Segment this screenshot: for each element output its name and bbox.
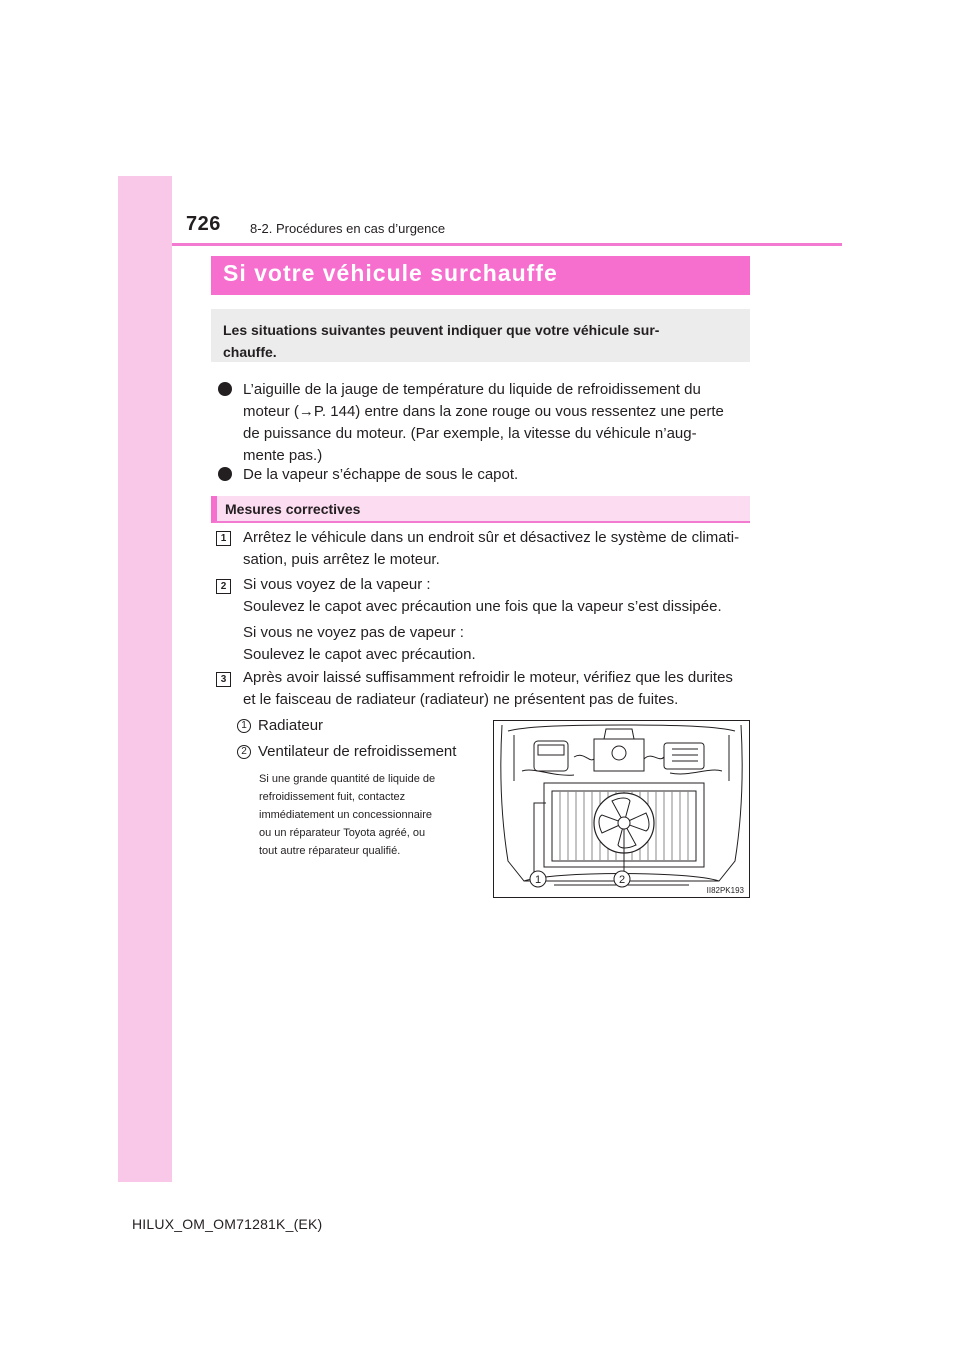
leak-note (259, 770, 478, 860)
step-number-badge: 2 (216, 579, 231, 594)
step-text (243, 527, 746, 571)
bullet-icon (218, 382, 232, 396)
bullet-line: moteur (→P. 144) entre dans la zone rouge ou vous ressentez une perte (243, 403, 724, 420)
figure-callout-1: 1 (534, 874, 542, 886)
figure-code: II82PK193 (706, 886, 744, 895)
list-item (218, 464, 745, 486)
engine-bay-drawing (494, 721, 749, 897)
step-text (243, 667, 746, 711)
corrective-heading: Mesures correctives (211, 496, 750, 523)
step-text (243, 622, 746, 666)
note-line: immédiatement un concessionnaire (259, 809, 433, 821)
chapter-sidebar-tab (118, 176, 172, 1182)
step-line: Soulevez le capot avec précaution une fois que la vapeur s’est dissipée. (243, 598, 722, 615)
bullet-line: de puissance du moteur. (Par exemple, la vitesse du véhicule n’aug- (243, 425, 697, 442)
page-number: 726 (186, 213, 221, 235)
step-line: Si vous ne voyez pas de vapeur : (243, 624, 464, 641)
step-line: et le faisceau de radiateur (radiateur) ne présentent pas de fuites. (243, 691, 679, 708)
note-line: tout autre réparateur qualifié. (259, 845, 401, 857)
item-label-radiator: Radiateur (258, 717, 324, 734)
intro-line: chauffe. (223, 344, 277, 360)
step-number-badge: 1 (216, 531, 231, 546)
figure-callout-2: 2 (618, 874, 626, 886)
callout-number: 1 (237, 719, 251, 733)
callout-number: 2 (237, 745, 251, 759)
step-number-badge: 3 (216, 672, 231, 687)
step-line: Si vous voyez de la vapeur : (243, 576, 431, 593)
step-line: sation, puis arrêtez le moteur. (243, 551, 440, 568)
step-line: Soulevez le capot avec précaution. (243, 646, 476, 663)
engine-bay-illustration (493, 720, 750, 898)
bullet-line: mente pas.) (243, 447, 323, 464)
note-line: Si une grande quantité de liquide de (259, 773, 436, 785)
intro-box (211, 309, 750, 362)
intro-line: Les situations suivantes peuvent indiquer que votre véhicule sur- (223, 322, 660, 338)
step-line: Arrêtez le véhicule dans un endroit sûr et désactivez le système de climati- (243, 529, 740, 546)
step-text (243, 574, 746, 618)
step-line: Après avoir laissé suffisamment refroidir le moteur, vérifiez que les durites (243, 669, 733, 686)
page-title: Si votre véhicule surchauffe (211, 256, 750, 295)
bullet-line: De la vapeur s’échappe de sous le capot. (243, 466, 519, 483)
bullet-line: L’aiguille de la jauge de température du liquide de refroidissement du (243, 381, 701, 398)
bullet-icon (218, 467, 232, 481)
note-line: refroidissement fuit, contactez (259, 791, 406, 803)
item-label-fan: Ventilateur de refroidissement (258, 743, 457, 760)
header-divider (172, 243, 842, 246)
list-item (218, 379, 745, 467)
note-line: ou un réparateur Toyota agréé, ou (259, 827, 426, 839)
section-path: 8-2. Procédures en cas d’urgence (250, 221, 446, 236)
document-footer: HILUX_OM_OM71281K_(EK) (132, 1216, 323, 1232)
